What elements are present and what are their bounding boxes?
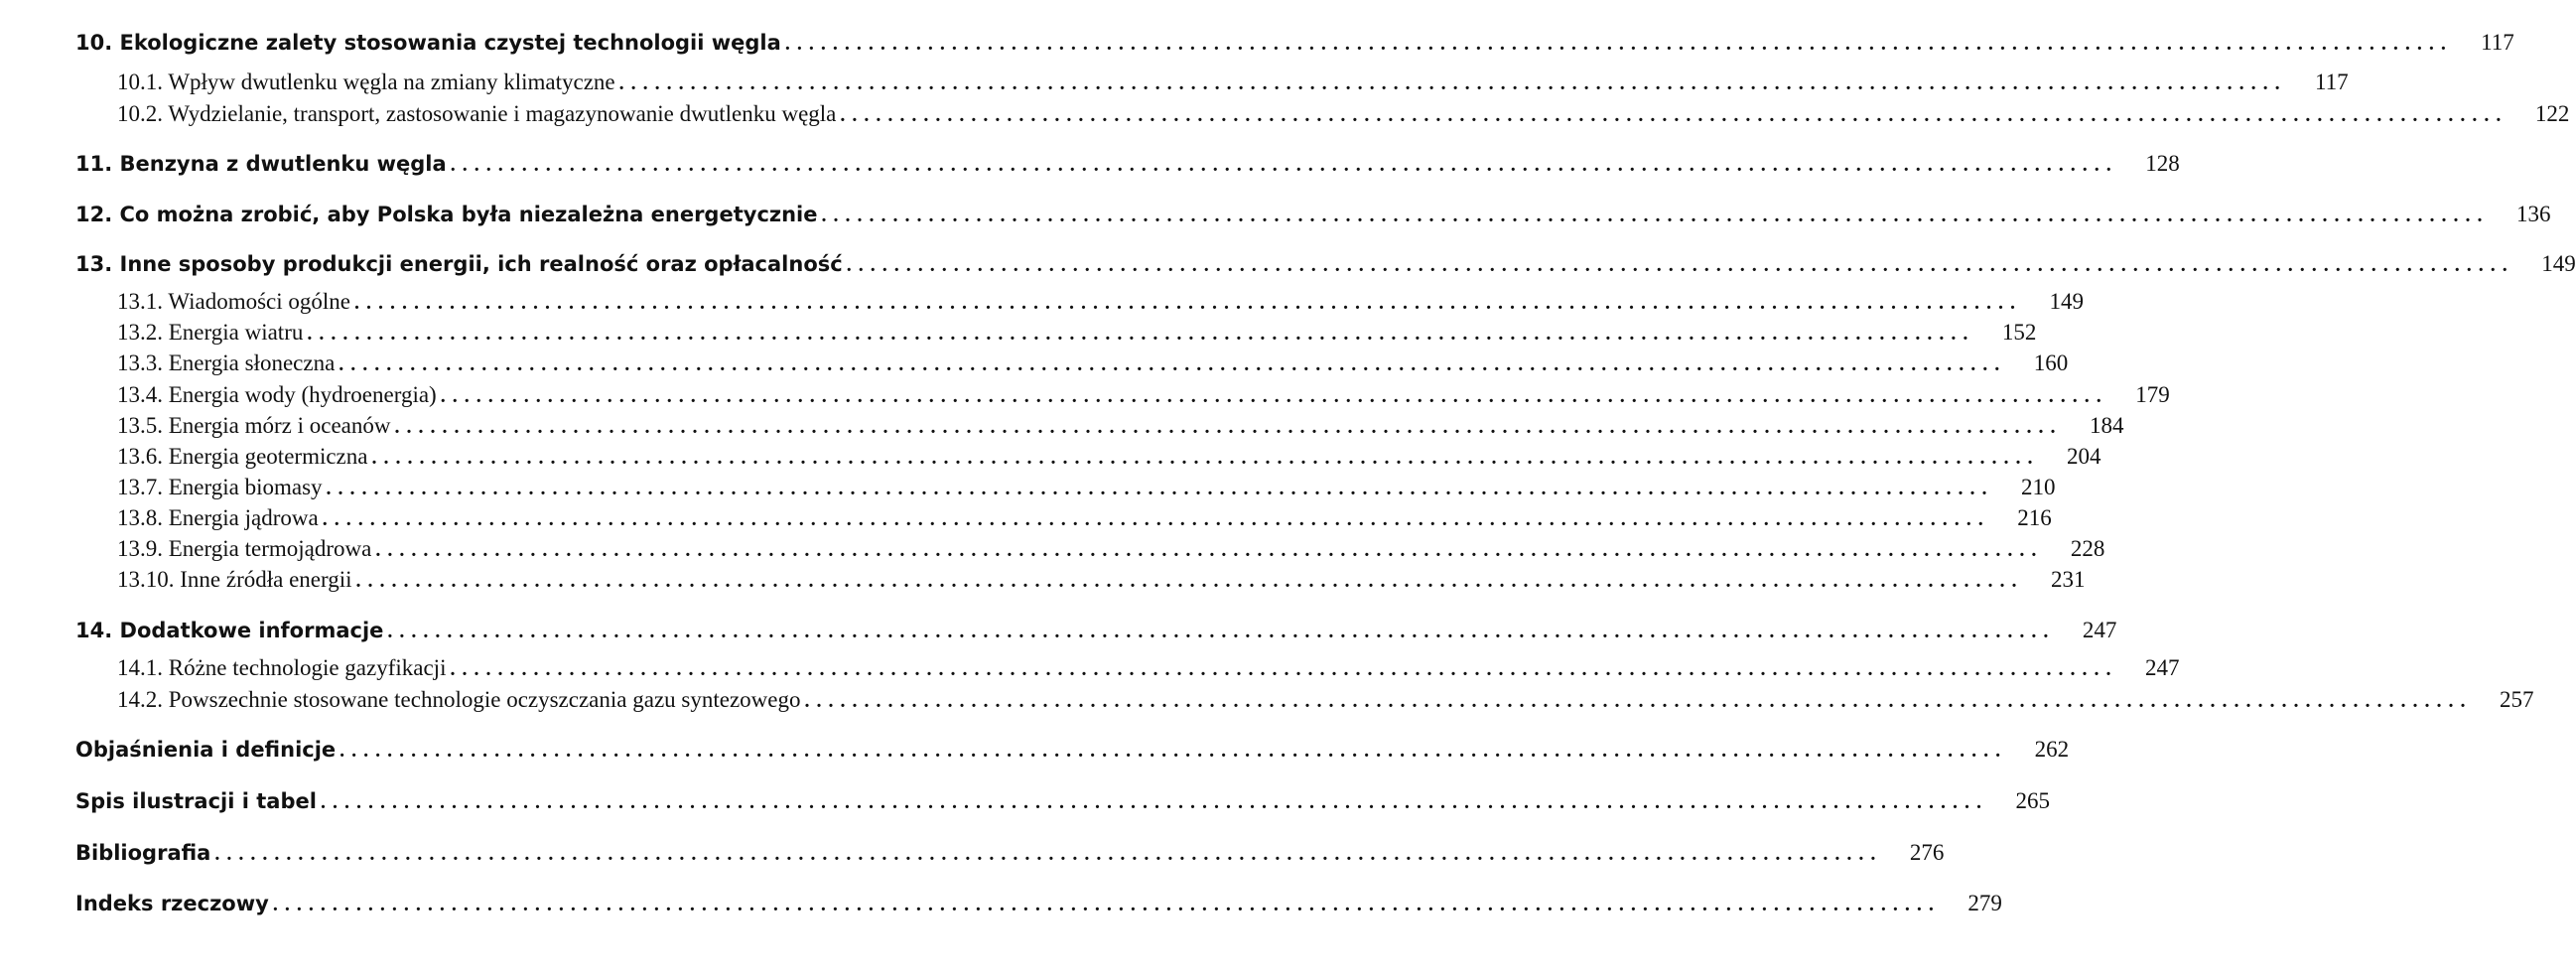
toc-entry-label: 14. Dodatkowe informacje bbox=[75, 619, 384, 642]
toc-section-14-1[interactable] bbox=[117, 655, 2180, 681]
toc-entry-label: Bibliografia bbox=[75, 841, 211, 865]
toc-entry-page: 247 bbox=[2082, 618, 2117, 642]
toc-section-13-6[interactable] bbox=[117, 444, 2101, 470]
toc-entry-label: 13. Inne sposoby produkcji energii, ich realność oraz opłacalność bbox=[75, 252, 843, 276]
dot-leader: ............................................................................................................................................ bbox=[450, 658, 2118, 680]
toc-chapter-12[interactable] bbox=[75, 202, 2551, 227]
toc-entry-page: 184 bbox=[2089, 413, 2124, 438]
toc-entry-label: 13.6. Energia geotermiczna bbox=[117, 444, 368, 469]
toc-entry-label: Spis ilustracji i tabel bbox=[75, 789, 317, 813]
dot-leader: ............................................................................................................................................ bbox=[440, 385, 2108, 407]
dot-leader: ............................................................................................................................................ bbox=[821, 205, 2490, 226]
toc-entry-label: 13.7. Energia biomasy bbox=[117, 475, 323, 499]
toc-entry-page: 204 bbox=[2066, 444, 2101, 469]
toc-entry-page: 228 bbox=[2070, 536, 2105, 561]
toc-section-13-7[interactable] bbox=[117, 475, 2056, 500]
dot-leader: ............................................................................................................................................ bbox=[371, 447, 2040, 469]
toc-index[interactable] bbox=[75, 891, 2002, 916]
dot-leader: ............................................................................................................................................ bbox=[618, 72, 2287, 94]
toc-entry-page: 160 bbox=[2033, 350, 2069, 375]
toc-entry-page: 117 bbox=[2481, 30, 2514, 55]
toc-entry-page: 149 bbox=[2049, 289, 2085, 314]
toc-entry-page: 122 bbox=[2534, 101, 2570, 126]
dot-leader: ............................................................................................................................................ bbox=[355, 570, 2024, 592]
dot-leader: ............................................................................................................................................ bbox=[354, 292, 2023, 314]
toc-entry-page: 231 bbox=[2051, 567, 2086, 592]
toc-entry-label: 13.2. Energia wiatru bbox=[117, 320, 304, 345]
toc-entry-label: 10.2. Wydzielanie, transport, zastosowanie i magazynowanie dwutlenku węgla bbox=[117, 101, 837, 126]
toc-entry-label: 13.4. Energia wody (hydroenergia) bbox=[117, 382, 437, 407]
toc-entry-page: 279 bbox=[1967, 891, 2002, 915]
toc-entry-page: 210 bbox=[2021, 475, 2056, 499]
dot-leader: ............................................................................................................................................ bbox=[784, 33, 2453, 55]
toc-entry-page: 128 bbox=[2145, 151, 2180, 176]
toc-definitions[interactable] bbox=[75, 737, 2070, 763]
toc-section-13-5[interactable] bbox=[117, 413, 2124, 439]
dot-leader: ............................................................................................................................................ bbox=[322, 508, 1990, 530]
dot-leader: ............................................................................................................................................ bbox=[339, 740, 2008, 762]
dot-leader: ............................................................................................................................................ bbox=[804, 690, 2473, 712]
toc-entry-page: 247 bbox=[2144, 655, 2180, 680]
toc-entry-page: 265 bbox=[2015, 788, 2050, 813]
toc-entry-page: 262 bbox=[2034, 737, 2070, 762]
dot-leader: ............................................................................................................................................ bbox=[272, 894, 1941, 915]
toc-section-14-2[interactable] bbox=[117, 687, 2534, 713]
dot-leader: ............................................................................................................................................ bbox=[394, 416, 2063, 438]
toc-entry-label: Objaśnienia i definicje bbox=[75, 738, 337, 762]
dot-leader: ............................................................................................................................................ bbox=[214, 843, 1883, 865]
toc-entry-page: 117 bbox=[2314, 70, 2349, 94]
toc-entry-label: 13.5. Energia mórz i oceanów bbox=[117, 413, 391, 438]
toc-section-13-10[interactable] bbox=[117, 567, 2086, 593]
toc-chapter-14[interactable] bbox=[75, 618, 2117, 643]
toc-section-13-3[interactable] bbox=[117, 350, 2069, 376]
toc-entry-page: 276 bbox=[1909, 840, 1945, 865]
toc-entry-label: 11. Benzyna z dwutlenku węgla bbox=[75, 152, 447, 176]
toc-illustrations[interactable] bbox=[75, 788, 2050, 814]
toc-entry-page: 152 bbox=[2001, 320, 2037, 345]
toc-entry-page: 257 bbox=[2499, 687, 2534, 712]
toc-section-13-2[interactable] bbox=[117, 320, 2037, 346]
toc-chapter-11[interactable] bbox=[75, 151, 2180, 177]
toc-chapter-13[interactable] bbox=[75, 251, 2576, 277]
toc-section-10-2[interactable] bbox=[117, 101, 2570, 127]
toc-section-13-8[interactable] bbox=[117, 505, 2052, 531]
toc-section-13-1[interactable] bbox=[117, 289, 2085, 315]
toc-bibliography[interactable] bbox=[75, 840, 1945, 866]
toc-entry-label: Indeks rzeczowy bbox=[75, 892, 269, 915]
toc-entry-page: 149 bbox=[2541, 251, 2576, 276]
dot-leader: ............................................................................................................................................ bbox=[840, 104, 2508, 126]
toc-entry-label: 13.10. Inne źródła energii bbox=[117, 567, 352, 592]
toc-section-10-1[interactable] bbox=[117, 70, 2349, 95]
dot-leader: ............................................................................................................................................ bbox=[339, 353, 2007, 375]
toc-entry-label: 13.1. Wiadomości ogólne bbox=[117, 289, 351, 314]
toc-entry-label: 14.2. Powszechnie stosowane technologie oczyszczania gazu syntezowego bbox=[117, 687, 801, 712]
dot-leader: ............................................................................................................................................ bbox=[307, 323, 1975, 345]
dot-leader: ............................................................................................................................................ bbox=[387, 621, 2056, 642]
toc-chapter-10[interactable] bbox=[75, 30, 2514, 56]
toc-entry-label: 12. Co można zrobić, aby Polska była niezależna energetycznie bbox=[75, 203, 818, 226]
toc-entry-page: 179 bbox=[2135, 382, 2170, 407]
dot-leader: ............................................................................................................................................ bbox=[320, 791, 1988, 813]
toc-entry-label: 14.1. Różne technologie gazyfikacji bbox=[117, 655, 447, 680]
toc-entry-label: 13.3. Energia słoneczna bbox=[117, 350, 336, 375]
toc-section-13-9[interactable] bbox=[117, 536, 2105, 562]
toc-entry-page: 216 bbox=[2017, 505, 2052, 530]
dot-leader: ............................................................................................................................................ bbox=[846, 254, 2514, 276]
dot-leader: ............................................................................................................................................ bbox=[450, 154, 2118, 176]
dot-leader: ............................................................................................................................................ bbox=[326, 478, 1994, 499]
toc-entry-label: 13.8. Energia jądrowa bbox=[117, 505, 319, 530]
toc-entry-label: 10. Ekologiczne zalety stosowania czystej technologii węgla bbox=[75, 31, 781, 55]
toc-entry-page: 136 bbox=[2516, 202, 2551, 226]
toc-entry-label: 10.1. Wpływ dwutlenku węgla na zmiany klimatyczne bbox=[117, 70, 615, 94]
dot-leader: ............................................................................................................................................ bbox=[375, 539, 2044, 561]
toc-entry-label: 13.9. Energia termojądrowa bbox=[117, 536, 372, 561]
toc-section-13-4[interactable] bbox=[117, 382, 2170, 408]
